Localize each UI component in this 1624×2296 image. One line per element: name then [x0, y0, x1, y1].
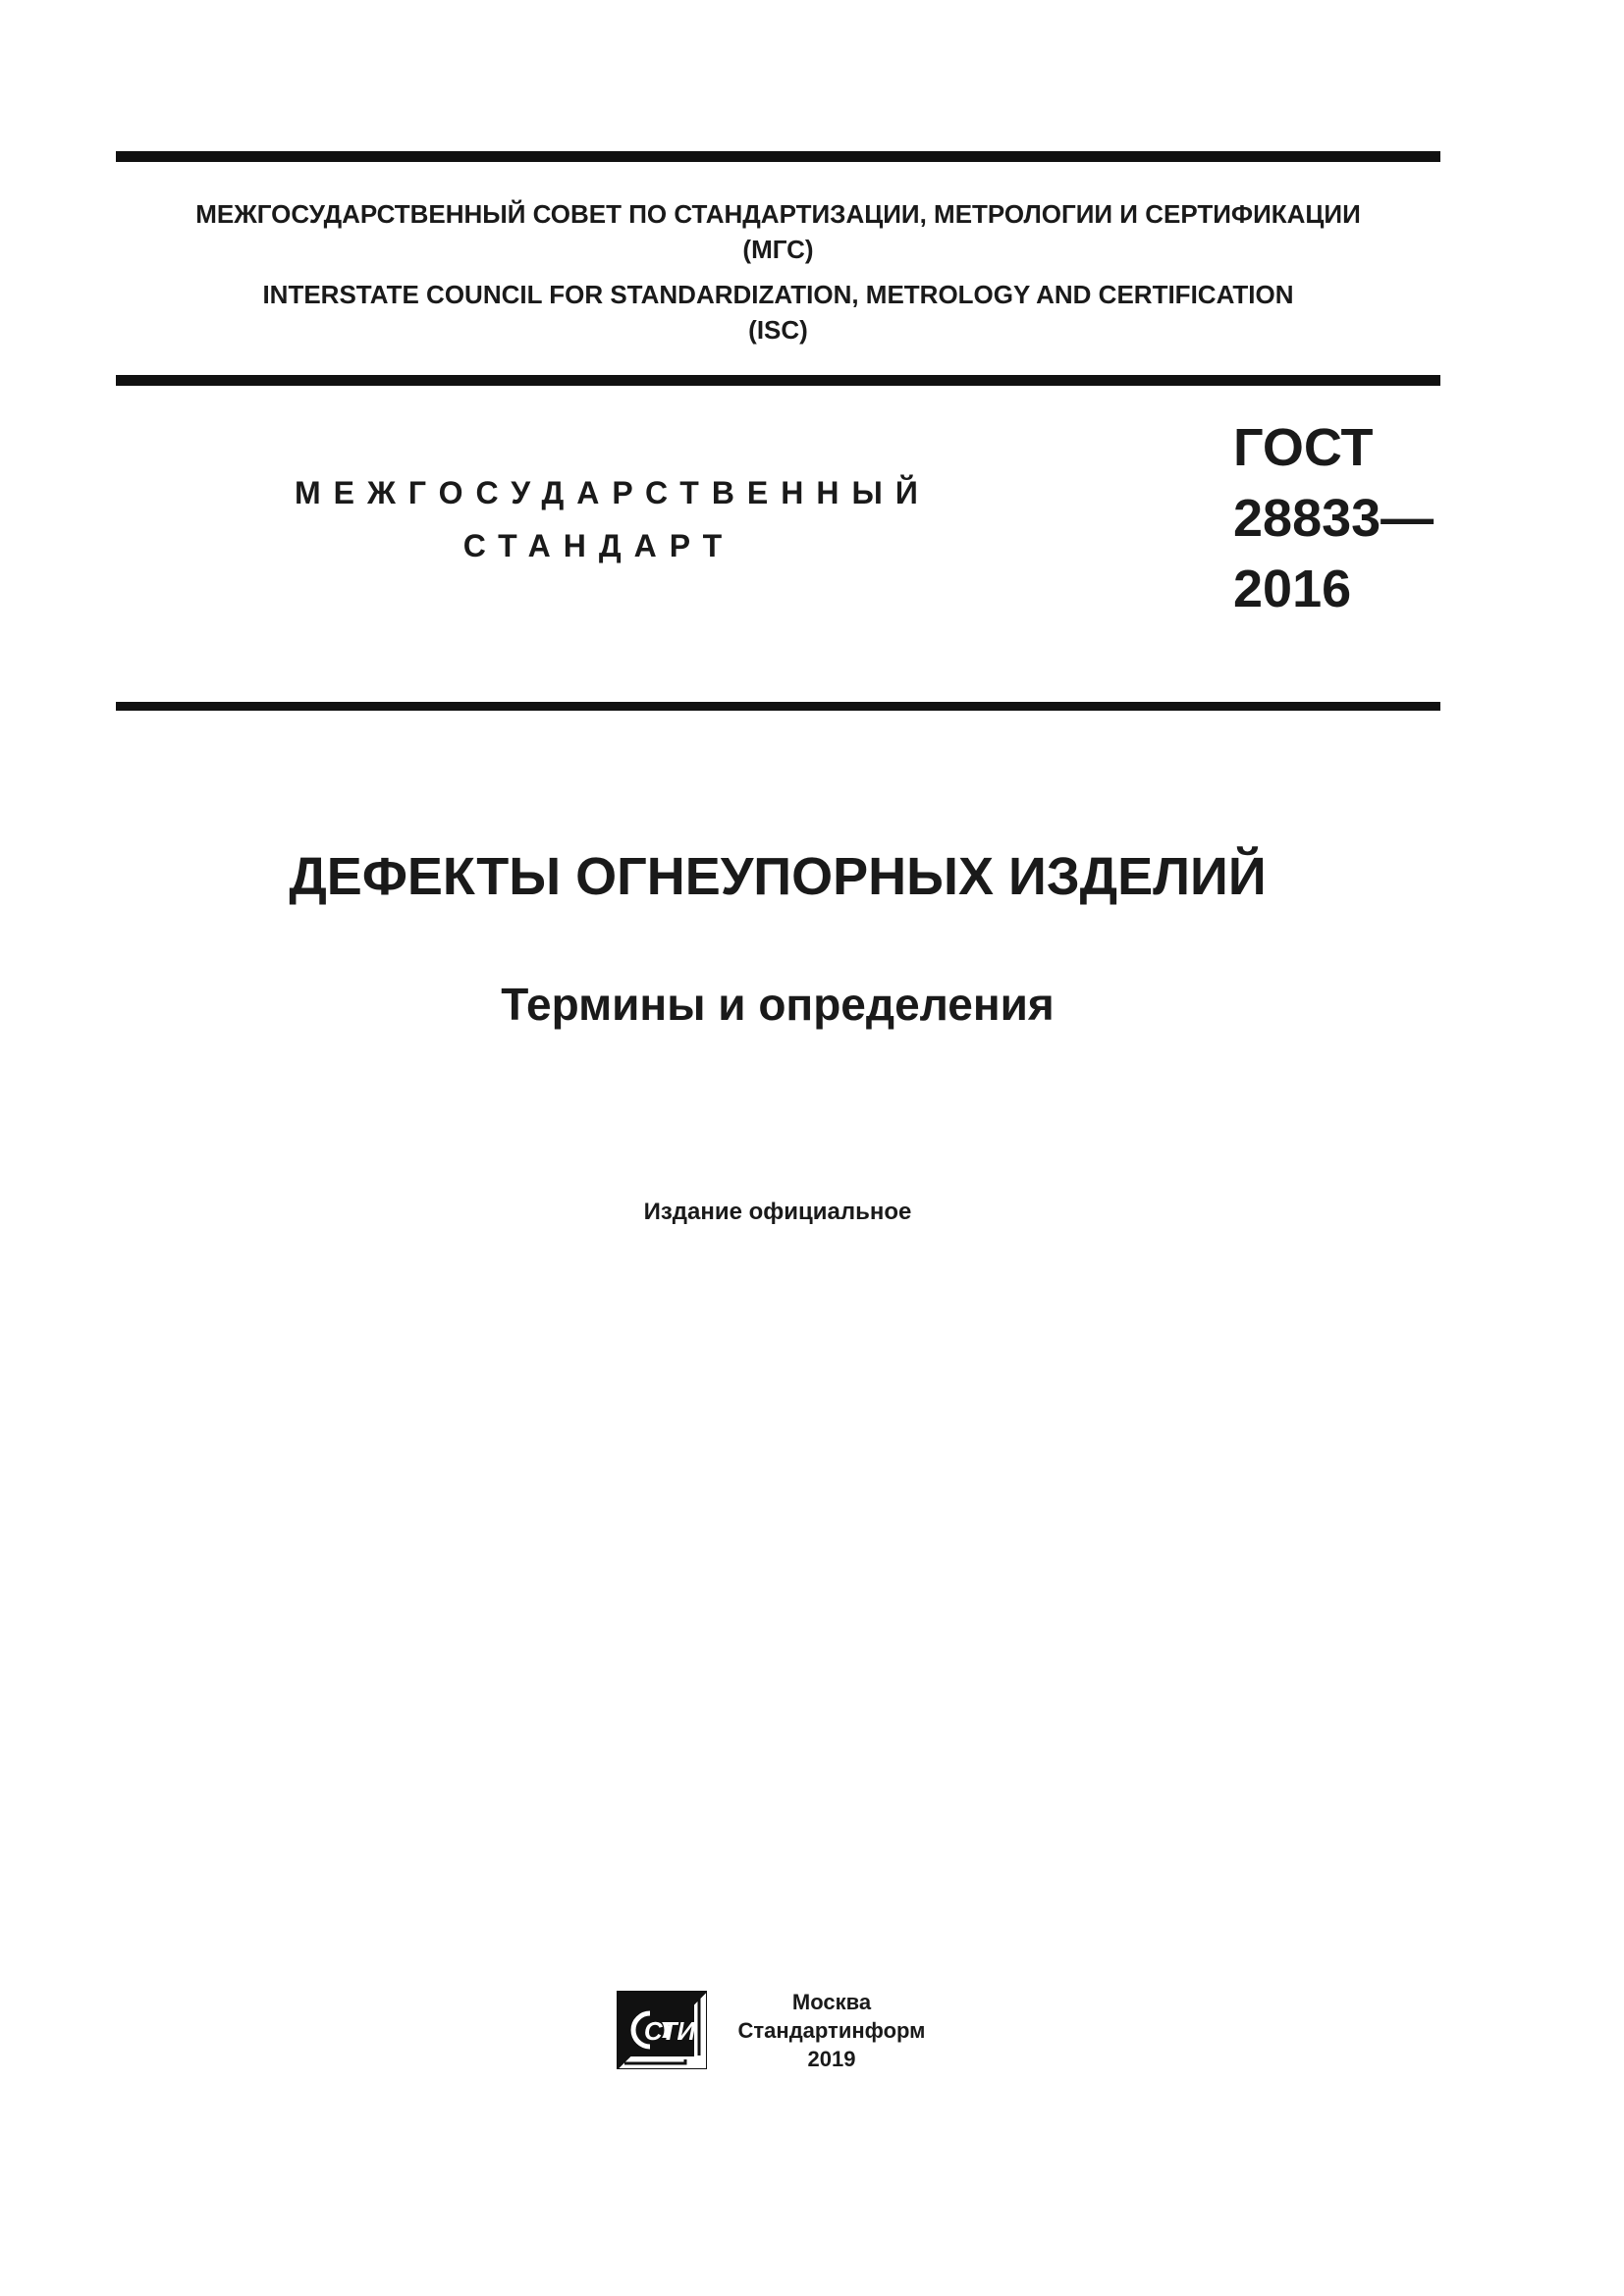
- publisher-name: Стандартинформ: [737, 2018, 926, 2043]
- bottom-rule: [116, 702, 1440, 711]
- publisher-city: Москва: [791, 1990, 872, 2014]
- standard-kind-line1: МЕЖГОСУДАРСТВЕННЫЙ: [295, 475, 931, 510]
- edition-note: Издание официальное: [643, 1199, 912, 1225]
- logo-lettering: СТИ: [643, 2016, 696, 2046]
- standartinform-logo-icon: [617, 1991, 707, 2069]
- gost-year: 2016: [1233, 560, 1352, 618]
- council-name-ru-line1: МЕЖГОСУДАРСТВЕННЫЙ СОВЕТ ПО СТАНДАРТИЗАЦИИ, МЕТРОЛОГИИ И СЕРТИФИКАЦИИ: [195, 199, 1361, 229]
- middle-rule: [116, 375, 1440, 386]
- standard-kind-line2: СТАНДАРТ: [462, 528, 735, 563]
- document-title: ДЕФЕКТЫ ОГНЕУПОРНЫХ ИЗДЕЛИЙ: [289, 847, 1267, 906]
- gost-designation: [1233, 412, 1434, 624]
- document-subtitle: Термины и определения: [501, 979, 1055, 1030]
- council-name-ru: [116, 196, 1440, 267]
- council-abbr-ru: (МГС): [742, 235, 814, 264]
- council-name-en: [116, 277, 1440, 347]
- council-name-en-line1: INTERSTATE COUNCIL FOR STANDARDIZATION, METROLOGY AND CERTIFICATION: [262, 280, 1294, 309]
- top-rule: [116, 151, 1440, 162]
- council-abbr-en: (ISC): [748, 315, 808, 345]
- publisher-block: [725, 1988, 939, 2073]
- publisher-year: 2019: [807, 2047, 856, 2071]
- gost-label: ГОСТ: [1233, 418, 1374, 477]
- gost-number: 28833—: [1233, 489, 1435, 548]
